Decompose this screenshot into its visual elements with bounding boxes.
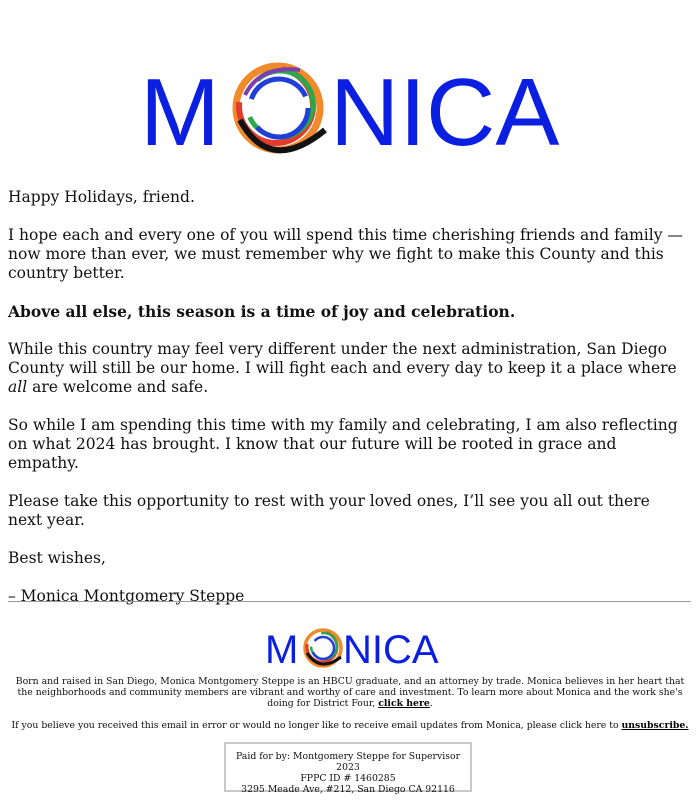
footer-logo-letter-m: M [265,628,299,672]
fppc-line: FPPC ID # 1460285 [300,773,396,784]
logo-ring-icon [236,66,325,150]
footer-logo-ring-icon [305,630,341,666]
logo-letters-nica: NICA [330,59,560,166]
paragraph-3-start: While this country may feel very different under the next administration, San Diego County will still be our home. I will fight each and every day to keep it a place where [8,340,677,377]
paragraph-3 [8,340,688,397]
footer-logo-letters-nica: NICA [343,628,439,672]
footer-logo [250,615,450,675]
header-logo [0,0,700,180]
unsubscribe-notice [8,720,692,731]
signature: – Monica Montgomery Steppe [8,587,245,605]
footer-bio-text: Born and raised in San Diego, Monica Montgomery Steppe is an HBCU graduate, and an attorney by trade. Monica believes in her heart that the neighborhoods and community members are vibrant and worthy of care and investment. To learn more about Monica and the work she's doing for District Four, [15,676,685,709]
closing: Best wishes, [8,549,106,567]
learn-more-link[interactable]: click here [378,698,430,709]
paragraph-4: So while I am spending this time with my family and celebrating, I am also reflecting on what 2024 has brought. I know that our future will be rooted in grace and empathy. [8,416,678,472]
paragraph-3-end: are welcome and safe. [27,378,209,396]
footer-bio [8,676,692,709]
paragraph-2-bold: Above all else, this season is a time of joy and celebration. [8,302,516,321]
paragraph-3-emphasis: all [8,378,28,396]
greeting: Happy Holidays, friend. [8,188,195,206]
paid-by-line: Paid for by: Montgomery Steppe for Supervisor 2023 [235,751,461,773]
monica-logo-svg [0,0,700,180]
address-line: 3295 Meade Ave, #212, San Diego CA 92116 [241,784,455,795]
logo-letter-m: M [140,59,220,166]
paragraph-1: I hope each and every one of you will spend this time cherishing friends and family — now more than ever, we must remember why we fight to make this County and this country better. [8,226,683,282]
unsubscribe-text: If you believe you received this email in error or would no longer like to receive email updates from Monica, please click here to [11,720,622,731]
footer-logo-svg [250,615,450,675]
footer-divider [8,601,691,602]
paid-for-box [224,742,472,795]
paragraph-5: Please take this opportunity to rest with your loved ones, I’ll see you all out there next year. [8,492,650,529]
unsubscribe-link[interactable]: unsubscribe. [621,720,689,731]
footer-bio-end: . [429,698,433,709]
email-body [8,188,688,625]
